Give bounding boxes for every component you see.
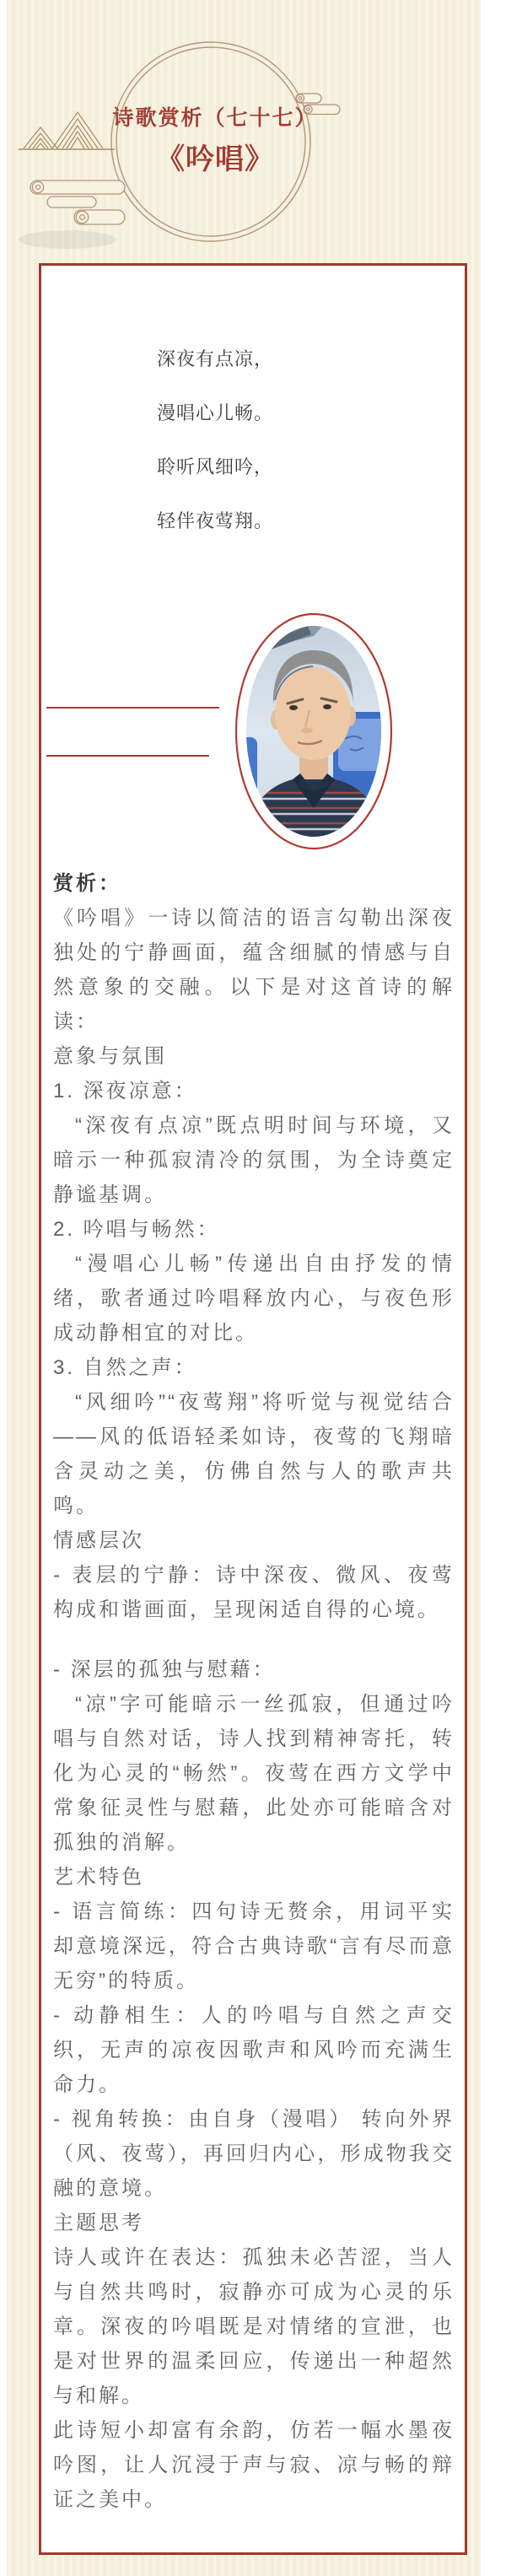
analysis-body [53,901,455,2517]
poem-line: 深夜有点凉， [156,348,273,369]
poem-line: 轻伴夜莺翔。 [156,510,273,531]
analysis-paragraph: - 深层的孤独与慰藉： [53,1658,276,1681]
poem-block [41,347,389,563]
cloud-scroll-left-icon [30,181,125,224]
analysis-paragraph: - 视角转换：由自身（漫唱） 转向外界（风、夜莺），再回归内心，形成物我交融的意境。 [53,2108,455,2200]
analysis-paragraph: “深夜有点凉”既点明时间与环境，又暗示一种孤寂清冷的氛围，为全诗奠定静谧基调。 [53,1114,455,1206]
poem-line: 聆听风细吟， [156,456,273,477]
author-photo [234,612,394,850]
analysis-paragraph: “凉”字可能暗示一丝孤寂，但通过吟唱与自然对话，诗人找到精神寄托，转化为心灵的“畅然”。夜莺在西方文学中常象征灵性与慰藉，此处亦可能暗含对孤独的消解。 [53,1693,455,1854]
poem-line: 漫唱心儿畅。 [156,402,273,423]
photo-content [234,612,394,850]
ink-wash [19,230,116,249]
signature-line [46,707,219,709]
analysis-paragraph: 诗人或许在表达：孤独未必苦涩，当人与自然共鸣时，寂静亦可成为心灵的乐章。深夜的吟唱既是对情绪的宣泄，也是对世界的温柔回应，传递出一种超然与和解。 [53,2246,455,2407]
analysis-paragraph: 3. 自然之声： [53,1356,197,1379]
content-card [39,263,467,2555]
header-decoration [7,0,481,263]
analysis-paragraph: 情感层次 [53,1529,144,1552]
analysis-paragraph: 艺术特色 [53,1866,144,1889]
analysis-paragraph: 1. 深夜凉意： [53,1080,197,1102]
analysis-paragraph [53,1627,455,1652]
article-header [7,0,481,263]
analysis-paragraph: 意象与氛围 [53,1045,167,1068]
analysis-section [53,866,455,2517]
analysis-heading: 赏析： [53,872,121,895]
poem-title: 《吟唱》 [156,143,274,175]
analysis-paragraph: - 动静相生：人的吟唱与自然之声交织，无声的凉夜因歌声和风吟而充满生命力。 [53,2004,455,2096]
analysis-paragraph: “漫唱心儿畅”传递出自由抒发的情绪，歌者通过吟唱释放内心，与夜色形成动静相宜的对比。 [53,1253,455,1345]
analysis-paragraph: 主题思考 [53,2212,144,2234]
signature-line [46,755,209,757]
analysis-paragraph: - 表层的宁静：诗中深夜、微风、夜莺构成和谐画面，呈现闲适自得的心境。 [53,1564,455,1621]
analysis-paragraph: 《吟唱》一诗以简洁的语言勾勒出深夜独处的宁静画面，蕴含细腻的情感与自然意象的交融。以下是对这首诗的解读： [53,907,455,1033]
series-title: 诗歌赏析（七十七） [112,106,318,130]
analysis-paragraph: 此诗短小却富有余韵，仿若一幅水墨夜吟图，让人沉浸于声与寂、凉与畅的辩证之美中。 [53,2419,455,2511]
analysis-paragraph: - 语言简练：四句诗无赘余，用词平实却意境深远，符合古典诗歌“言有尽而意无穷”的特质。 [53,1900,455,1992]
paper-background [7,0,481,2576]
analysis-paragraph: 2. 吟唱与畅然： [53,1218,220,1241]
analysis-paragraph: “风细吟”“夜莺翔”将听觉与视觉结合——风的低语轻柔如诗，夜莺的飞翔暗含灵动之美，仿佛自然与人的歌声共鸣。 [53,1391,455,1517]
